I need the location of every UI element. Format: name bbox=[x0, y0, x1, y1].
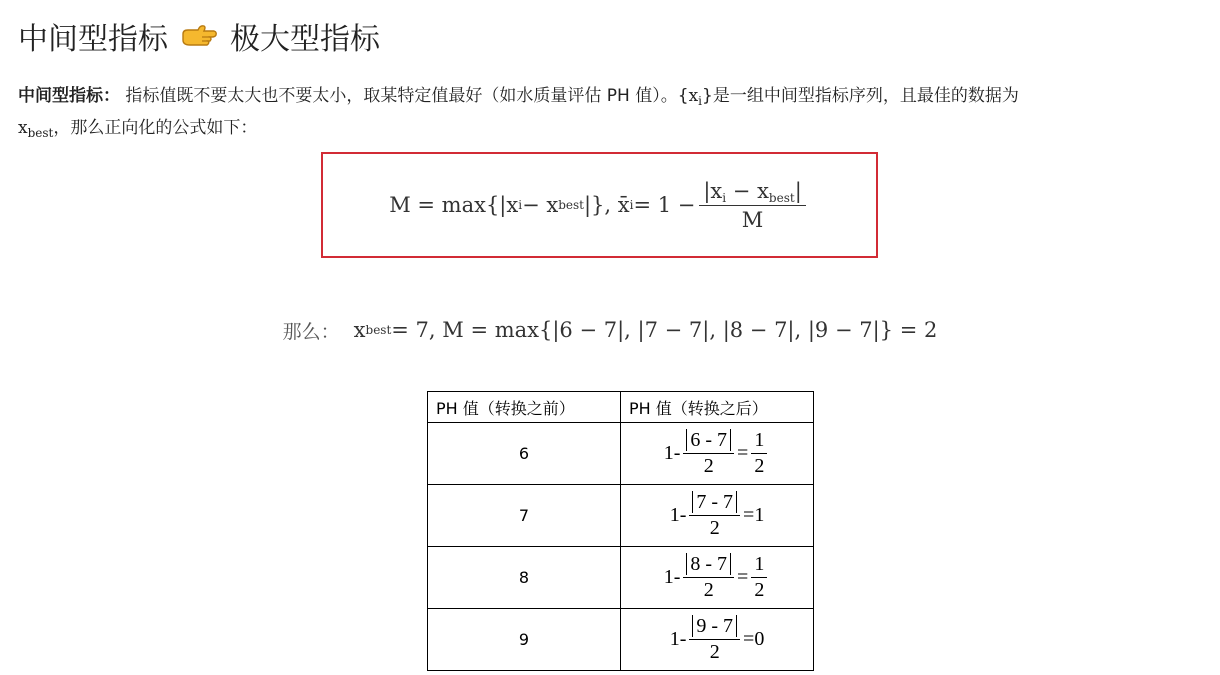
cell-after bbox=[621, 485, 814, 547]
xbest-sub: best bbox=[27, 126, 54, 140]
cell-before: 9 bbox=[428, 609, 621, 671]
cell-result: 0 bbox=[754, 628, 765, 650]
table-row bbox=[428, 609, 814, 671]
formula-eq: = 1 − bbox=[633, 193, 696, 217]
table-row bbox=[428, 485, 814, 547]
cell-den: 2 bbox=[703, 455, 714, 477]
cell-eq: = bbox=[737, 442, 749, 464]
table-row bbox=[428, 547, 814, 609]
cell-prefix: 1- bbox=[663, 442, 681, 464]
num-sub-best: best bbox=[768, 190, 795, 205]
cell-den: 2 bbox=[703, 579, 714, 601]
cell-eq: = bbox=[737, 566, 749, 588]
then-line bbox=[0, 310, 1220, 350]
header-before: PH 值（转换之前） bbox=[428, 392, 621, 423]
formula-numerator bbox=[699, 179, 805, 206]
description-paragraph bbox=[18, 80, 1208, 144]
xbest-var: x bbox=[18, 118, 28, 138]
ph-table bbox=[427, 391, 814, 671]
page-title bbox=[18, 14, 380, 58]
para-text-1: 指标值既不要太大也不要太小，取某特定值最好（如水质量评估 PH 值）。{ bbox=[125, 86, 689, 106]
formula-close: |}, x̄ bbox=[583, 193, 630, 217]
cell-den: 2 bbox=[709, 641, 720, 663]
cell-num: 8 - 7 bbox=[686, 553, 731, 575]
formula-lhs: M = max{|x bbox=[389, 193, 519, 217]
header-after: PH 值（转换之后） bbox=[621, 392, 814, 423]
num-right: | bbox=[794, 178, 802, 203]
cell-before: 7 bbox=[428, 485, 621, 547]
formula-denominator: M bbox=[741, 207, 764, 232]
table-header-row bbox=[428, 392, 814, 423]
cell-prefix: 1- bbox=[663, 566, 681, 588]
cell-after bbox=[621, 547, 814, 609]
num-minus: − x bbox=[726, 178, 769, 203]
cell-res-num: 1 bbox=[751, 429, 767, 454]
then-label: 那么： bbox=[282, 320, 340, 343]
then-rest: = 7, M = max{|6 − 7|, |7 − 7|, |8 − 7|, |9 − 7|} = 2 bbox=[391, 318, 938, 342]
then-x: x bbox=[353, 318, 366, 342]
bold-label: 中间型指标： bbox=[18, 86, 120, 106]
cell-num: 7 - 7 bbox=[692, 491, 737, 513]
cell-before: 8 bbox=[428, 547, 621, 609]
formula: M = max{|x i − x best |}, x̄ i = 1 − $\frac{|x_i - x_{best}|}{M}$ bbox=[389, 179, 810, 232]
title-left: 中间型指标 bbox=[18, 22, 168, 57]
para-text-3: ，那么正向化的公式如下： bbox=[53, 118, 258, 138]
para-text-2: }是一组中间型指标序列，且最佳的数据为 bbox=[702, 86, 1019, 106]
num-sub-i: i bbox=[722, 190, 727, 205]
cell-prefix: 1- bbox=[669, 628, 687, 650]
cell-eq: = bbox=[743, 628, 755, 650]
cell-after bbox=[621, 609, 814, 671]
title-right: 极大型指标 bbox=[230, 22, 380, 57]
cell-num: 6 - 7 bbox=[686, 429, 731, 451]
formula-minus: − x bbox=[522, 193, 559, 217]
cell-before: 6 bbox=[428, 423, 621, 485]
cell-prefix: 1- bbox=[669, 504, 687, 526]
pointing-hand-icon bbox=[180, 22, 218, 50]
xi-sub: i bbox=[698, 94, 703, 108]
cell-num: 9 - 7 bbox=[692, 615, 737, 637]
then-formula: x best = 7, M = max{|6 − 7|, |7 − 7|, |8 − 7|, |9 − 7|} = 2 bbox=[353, 318, 938, 342]
cell-den: 2 bbox=[709, 517, 720, 539]
cell-eq: = bbox=[743, 504, 755, 526]
cell-res-den: 2 bbox=[754, 579, 765, 601]
num-left: |x bbox=[703, 178, 723, 203]
cell-result: 1 bbox=[754, 504, 765, 526]
formula-box bbox=[321, 152, 878, 258]
cell-after bbox=[621, 423, 814, 485]
table-row bbox=[428, 423, 814, 485]
xi-var: x bbox=[688, 86, 699, 106]
cell-res-den: 2 bbox=[754, 455, 765, 477]
formula-fraction bbox=[699, 179, 805, 232]
cell-res-num: 1 bbox=[751, 553, 767, 578]
